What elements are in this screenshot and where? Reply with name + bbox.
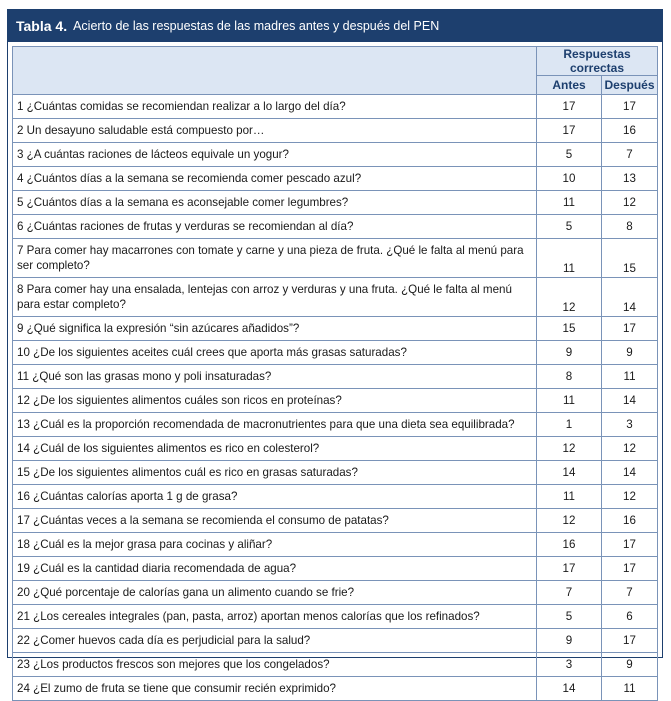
question-cell: 8 Para comer hay una ensalada, lentejas con arroz y verduras y una fruta. ¿Qué le falta al menú para estar completo?	[13, 278, 537, 317]
before-value-cell: 3	[537, 653, 602, 677]
question-column-header	[13, 47, 537, 95]
table-row	[13, 677, 658, 701]
question-cell: 17 ¿Cuántas veces a la semana se recomienda el consumo de patatas?	[13, 509, 537, 533]
after-value-cell: 17	[602, 533, 658, 557]
question-cell: 11 ¿Qué son las grasas mono y poli insaturadas?	[13, 365, 537, 389]
question-cell: 15 ¿De los siguientes alimentos cuál es rico en grasas saturadas?	[13, 461, 537, 485]
after-value-cell: 17	[602, 95, 658, 119]
question-cell: 23 ¿Los productos frescos son mejores que los congelados?	[13, 653, 537, 677]
after-value-cell: 17	[602, 557, 658, 581]
before-value-cell: 12	[537, 437, 602, 461]
after-value-cell: 6	[602, 605, 658, 629]
before-value-cell: 9	[537, 629, 602, 653]
table-title: Acierto de las respuestas de las madres antes y después del PEN	[73, 19, 440, 33]
question-cell: 13 ¿Cuál es la proporción recomendada de macronutrientes para que una dieta sea equilibrada?	[13, 413, 537, 437]
after-value-cell: 7	[602, 581, 658, 605]
question-cell: 6 ¿Cuántas raciones de frutas y verduras se recomiendan al día?	[13, 215, 537, 239]
before-value-cell: 17	[537, 95, 602, 119]
question-cell: 24 ¿El zumo de fruta se tiene que consumir recién exprimido?	[13, 677, 537, 701]
table-row	[13, 95, 658, 119]
question-cell: 21 ¿Los cereales integrales (pan, pasta, arroz) aportan menos calorías que los refinados?	[13, 605, 537, 629]
after-value-cell: 12	[602, 485, 658, 509]
before-value-cell: 12	[537, 509, 602, 533]
question-cell: 4 ¿Cuántos días a la semana se recomienda comer pescado azul?	[13, 167, 537, 191]
before-value-cell: 10	[537, 167, 602, 191]
before-value-cell: 15	[537, 317, 602, 341]
after-value-cell: 14	[602, 389, 658, 413]
before-value-cell: 8	[537, 365, 602, 389]
after-value-cell: 15	[602, 239, 658, 278]
after-value-cell: 16	[602, 509, 658, 533]
table-row	[13, 509, 658, 533]
answers-table	[12, 46, 658, 701]
before-value-cell: 14	[537, 677, 602, 701]
before-value-cell: 11	[537, 239, 602, 278]
table-frame	[7, 9, 663, 695]
after-value-cell: 12	[602, 437, 658, 461]
correct-answers-header: Respuestas correctas	[537, 47, 658, 76]
table-title-bar	[8, 10, 662, 42]
table-row	[13, 239, 658, 278]
question-cell: 20 ¿Qué porcentaje de calorías gana un alimento cuando se frie?	[13, 581, 537, 605]
before-value-cell: 11	[537, 389, 602, 413]
before-value-cell: 17	[537, 557, 602, 581]
after-value-cell: 17	[602, 317, 658, 341]
after-value-cell: 7	[602, 143, 658, 167]
after-value-cell: 9	[602, 653, 658, 677]
before-value-cell: 5	[537, 215, 602, 239]
table-row	[13, 119, 658, 143]
before-value-cell: 5	[537, 143, 602, 167]
question-cell: 19 ¿Cuál es la cantidad diaria recomendada de agua?	[13, 557, 537, 581]
question-cell: 7 Para comer hay macarrones con tomate y carne y una pieza de fruta. ¿Qué le falta al menú para ser completo?	[13, 239, 537, 278]
after-column-header: Después	[602, 76, 658, 95]
after-value-cell: 17	[602, 629, 658, 653]
table-row	[13, 413, 658, 437]
after-value-cell: 14	[602, 278, 658, 317]
table-row	[13, 485, 658, 509]
table-row	[13, 215, 658, 239]
question-cell: 2 Un desayuno saludable está compuesto por…	[13, 119, 537, 143]
before-value-cell: 12	[537, 278, 602, 317]
table-row	[13, 461, 658, 485]
question-cell: 3 ¿A cuántas raciones de lácteos equivale un yogur?	[13, 143, 537, 167]
after-value-cell: 11	[602, 677, 658, 701]
table-row	[13, 389, 658, 413]
question-cell: 10 ¿De los siguientes aceites cuál crees que aporta más grasas saturadas?	[13, 341, 537, 365]
table-row	[13, 341, 658, 365]
table-row	[13, 629, 658, 653]
question-cell: 18 ¿Cuál es la mejor grasa para cocinas y aliñar?	[13, 533, 537, 557]
after-value-cell: 13	[602, 167, 658, 191]
after-value-cell: 12	[602, 191, 658, 215]
question-cell: 16 ¿Cuántas calorías aporta 1 g de grasa?	[13, 485, 537, 509]
before-value-cell: 16	[537, 533, 602, 557]
before-column-header: Antes	[537, 76, 602, 95]
after-value-cell: 9	[602, 341, 658, 365]
question-cell: 14 ¿Cuál de los siguientes alimentos es rico en colesterol?	[13, 437, 537, 461]
table-row	[13, 143, 658, 167]
before-value-cell: 9	[537, 341, 602, 365]
table-row	[13, 557, 658, 581]
before-value-cell: 11	[537, 485, 602, 509]
before-value-cell: 1	[537, 413, 602, 437]
question-cell: 9 ¿Qué significa la expresión “sin azúcares añadidos”?	[13, 317, 537, 341]
table-row	[13, 605, 658, 629]
table-row	[13, 437, 658, 461]
table-number: Tabla 4.	[16, 18, 68, 34]
table-row	[13, 581, 658, 605]
before-value-cell: 14	[537, 461, 602, 485]
table-row	[13, 191, 658, 215]
before-value-cell: 17	[537, 119, 602, 143]
after-value-cell: 14	[602, 461, 658, 485]
after-value-cell: 11	[602, 365, 658, 389]
table-row	[13, 167, 658, 191]
after-value-cell: 3	[602, 413, 658, 437]
table-row	[13, 278, 658, 317]
after-value-cell: 16	[602, 119, 658, 143]
header-row-group	[13, 47, 658, 76]
before-value-cell: 5	[537, 605, 602, 629]
question-cell: 12 ¿De los siguientes alimentos cuáles son ricos en proteínas?	[13, 389, 537, 413]
table-row	[13, 317, 658, 341]
before-value-cell: 11	[537, 191, 602, 215]
question-cell: 5 ¿Cuántos días a la semana es aconsejable comer legumbres?	[13, 191, 537, 215]
question-cell: 22 ¿Comer huevos cada día es perjudicial para la salud?	[13, 629, 537, 653]
table-row	[13, 365, 658, 389]
question-cell: 1 ¿Cuántas comidas se recomiendan realizar a lo largo del día?	[13, 95, 537, 119]
table-row	[13, 533, 658, 557]
table-body	[13, 95, 658, 701]
after-value-cell: 8	[602, 215, 658, 239]
before-value-cell: 7	[537, 581, 602, 605]
